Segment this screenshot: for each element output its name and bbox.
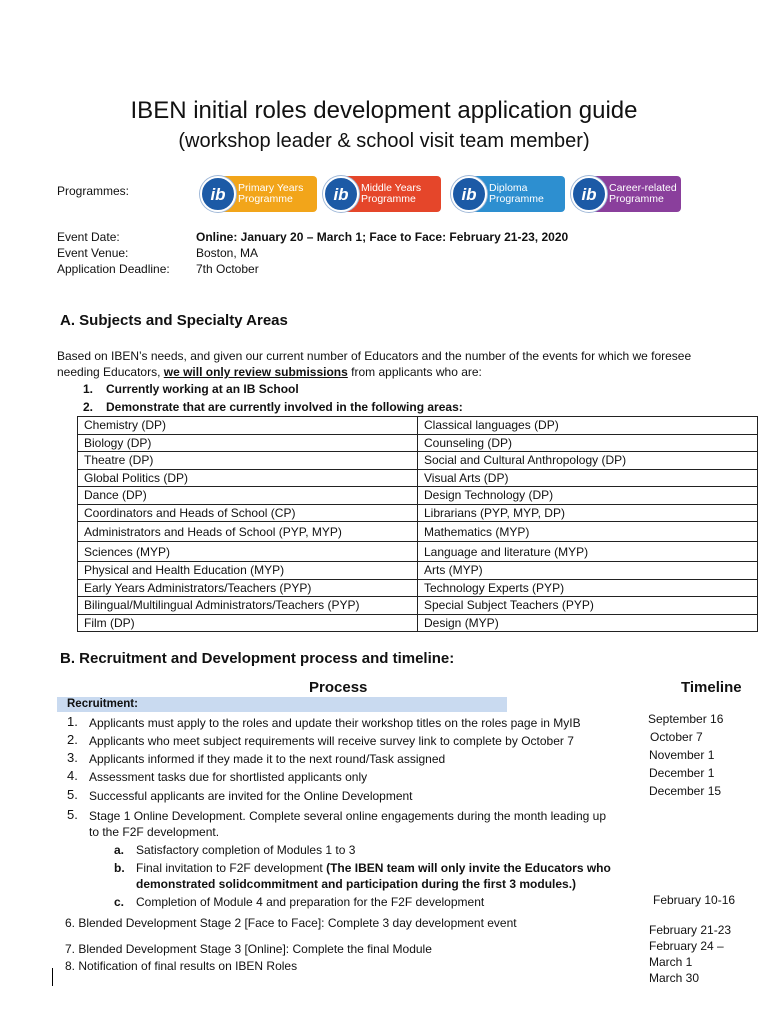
table-cell: Mathematics (MYP) <box>418 522 758 542</box>
step-4-num: 4. <box>67 768 78 783</box>
dp-badge <box>451 176 565 212</box>
timeline-item: February 10-16 <box>653 893 736 907</box>
timeline-item: December 1 <box>649 766 715 780</box>
substep-b <box>136 860 656 876</box>
table-row <box>78 469 758 487</box>
process-header: Process <box>309 679 368 696</box>
step-5b-line1: Stage 1 Online Development. Complete several online engagements during the month leading up <box>89 809 606 823</box>
dp-line2: Programme <box>489 193 544 205</box>
substep-b-bold-2: demonstrated solidcommitment and participation during the first 3 modules.) <box>136 877 577 891</box>
step-5b-line2: to the F2F development. <box>89 825 220 839</box>
requirement-1-num: 1. <box>83 382 94 396</box>
deadline-value: 7th October <box>196 262 259 276</box>
myp-badge <box>323 176 441 212</box>
timeline-item: February 24 – <box>649 939 724 953</box>
table-row <box>78 562 758 580</box>
recruitment-label: Recruitment: <box>57 697 507 712</box>
intro-line-1: Based on IBEN’s needs, and given our current number of Educators and the number of the events for which we foresee <box>57 349 692 363</box>
substep-a: Satisfactory completion of Modules 1 to 3 <box>136 843 356 857</box>
event-venue-value: Boston, MA <box>196 246 259 260</box>
substep-b-text: Final invitation to F2F development <box>136 861 327 875</box>
section-a-intro <box>57 348 757 380</box>
myp-line1: Middle Years <box>361 182 422 194</box>
timeline-item: March 1 <box>649 955 693 969</box>
programmes-label: Programmes: <box>57 184 130 198</box>
cp-line1: Career-related <box>609 182 677 194</box>
table-row <box>78 504 758 522</box>
table-cell: Theatre (DP) <box>78 452 418 470</box>
event-date-value: Online: January 20 – March 1; Face to Face: February 21-23, 2020 <box>196 230 569 244</box>
section-a-heading: A. Subjects and Specialty Areas <box>60 312 288 329</box>
step-6: 6. Blended Development Stage 2 [Face to Face]: Complete 3 day development event <box>65 916 517 930</box>
table-cell: Librarians (PYP, MYP, DP) <box>418 504 758 522</box>
ib-logo-icon: ib <box>571 176 607 212</box>
step-7: 7. Blended Development Stage 3 [Online]: Complete the final Module <box>65 942 432 956</box>
cp-line2: Programme <box>609 193 664 205</box>
table-cell: Bilingual/Multilingual Administrators/Teachers (PYP) <box>78 597 418 615</box>
table-cell: Social and Cultural Anthropology (DP) <box>418 452 758 470</box>
table-row <box>78 522 758 542</box>
timeline-header: Timeline <box>681 679 742 696</box>
text-cursor <box>52 968 53 986</box>
table-cell: Physical and Health Education (MYP) <box>78 562 418 580</box>
timeline-item: September 16 <box>648 712 724 726</box>
table-cell: Sciences (MYP) <box>78 542 418 562</box>
timeline-item: December 15 <box>649 784 722 798</box>
requirement-2-num: 2. <box>83 400 94 414</box>
table-cell: Design Technology (DP) <box>418 487 758 505</box>
timeline-item: November 1 <box>649 748 715 762</box>
substep-c-num: c. <box>114 895 125 909</box>
table-row <box>78 417 758 435</box>
table-cell: Dance (DP) <box>78 487 418 505</box>
table-row <box>78 542 758 562</box>
timeline-item: February 21-23 <box>649 923 732 937</box>
substep-a-num: a. <box>114 843 125 857</box>
page-subtitle: (workshop leader & school visit team member) <box>178 130 590 152</box>
table-cell: Classical languages (DP) <box>418 417 758 435</box>
step-1-num: 1. <box>67 714 78 729</box>
table-row <box>78 579 758 597</box>
pyp-line1: Primary Years <box>238 182 304 194</box>
table-cell: Administrators and Heads of School (PYP, MYP) <box>78 522 418 542</box>
step-5b-num: 5. <box>67 807 78 822</box>
step-5: Successful applicants are invited for the Online Development <box>89 789 413 803</box>
timeline-item: October 7 <box>650 730 703 744</box>
table-cell: Special Subject Teachers (PYP) <box>418 597 758 615</box>
step-5-num: 5. <box>67 787 78 802</box>
table-row <box>78 487 758 505</box>
deadline-label: Application Deadline: <box>57 262 170 276</box>
step-3-num: 3. <box>67 750 78 765</box>
ib-logo-icon: ib <box>323 176 359 212</box>
step-8: 8. Notification of final results on IBEN Roles <box>65 959 298 973</box>
table-cell: Counseling (DP) <box>418 434 758 452</box>
table-cell: Early Years Administrators/Teachers (PYP) <box>78 579 418 597</box>
table-cell: Film (DP) <box>78 614 418 632</box>
step-3: Applicants informed if they made it to the next round/Task assigned <box>89 752 446 766</box>
intro-line-2-emphasis: we will only review submissions <box>163 365 348 379</box>
table-cell: Coordinators and Heads of School (CP) <box>78 504 418 522</box>
table-cell: Technology Experts (PYP) <box>418 579 758 597</box>
table-cell: Design (MYP) <box>418 614 758 632</box>
myp-line2: Programme <box>361 193 416 205</box>
table-row <box>78 614 758 632</box>
table-cell: Global Politics (DP) <box>78 469 418 487</box>
step-2-num: 2. <box>67 732 78 747</box>
table-cell: Chemistry (DP) <box>78 417 418 435</box>
table-row <box>78 452 758 470</box>
substep-b-bold-1: (The IBEN team will only invite the Educators who <box>326 861 611 875</box>
step-2: Applicants who meet subject requirements will receive survey link to complete by October 7 <box>89 734 574 748</box>
step-4: Assessment tasks due for shortlisted applicants only <box>89 770 368 784</box>
ib-logo-icon: ib <box>200 176 236 212</box>
step-1: Applicants must apply to the roles and update their workshop titles on the roles page in MyIB <box>89 716 581 730</box>
substep-b-num: b. <box>114 861 125 875</box>
dp-line1: Diploma <box>489 182 528 194</box>
pyp-badge <box>200 176 317 212</box>
event-venue-label: Event Venue: <box>57 246 129 260</box>
table-row <box>78 434 758 452</box>
cp-badge <box>571 176 681 212</box>
table-cell: Visual Arts (DP) <box>418 469 758 487</box>
page-title: IBEN initial roles development application guide <box>130 97 638 124</box>
intro-line-2-pre: needing Educators, <box>57 365 164 379</box>
section-b-heading: B. Recruitment and Development process and timeline: <box>60 650 455 667</box>
requirement-2: Demonstrate that are currently involved in the following areas: <box>106 400 463 414</box>
ib-logo-icon: ib <box>451 176 487 212</box>
timeline-item: March 30 <box>649 971 700 985</box>
table-row <box>78 597 758 615</box>
table-cell: Arts (MYP) <box>418 562 758 580</box>
table-cell: Biology (DP) <box>78 434 418 452</box>
event-date-label: Event Date: <box>57 230 120 244</box>
pyp-line2: Programme <box>238 193 293 205</box>
subjects-table <box>77 416 758 632</box>
substep-c: Completion of Module 4 and preparation for the F2F development <box>136 895 485 909</box>
intro-line-2-post: from applicants who are: <box>347 365 482 379</box>
requirement-1: Currently working at an IB School <box>106 382 299 396</box>
table-cell: Language and literature (MYP) <box>418 542 758 562</box>
